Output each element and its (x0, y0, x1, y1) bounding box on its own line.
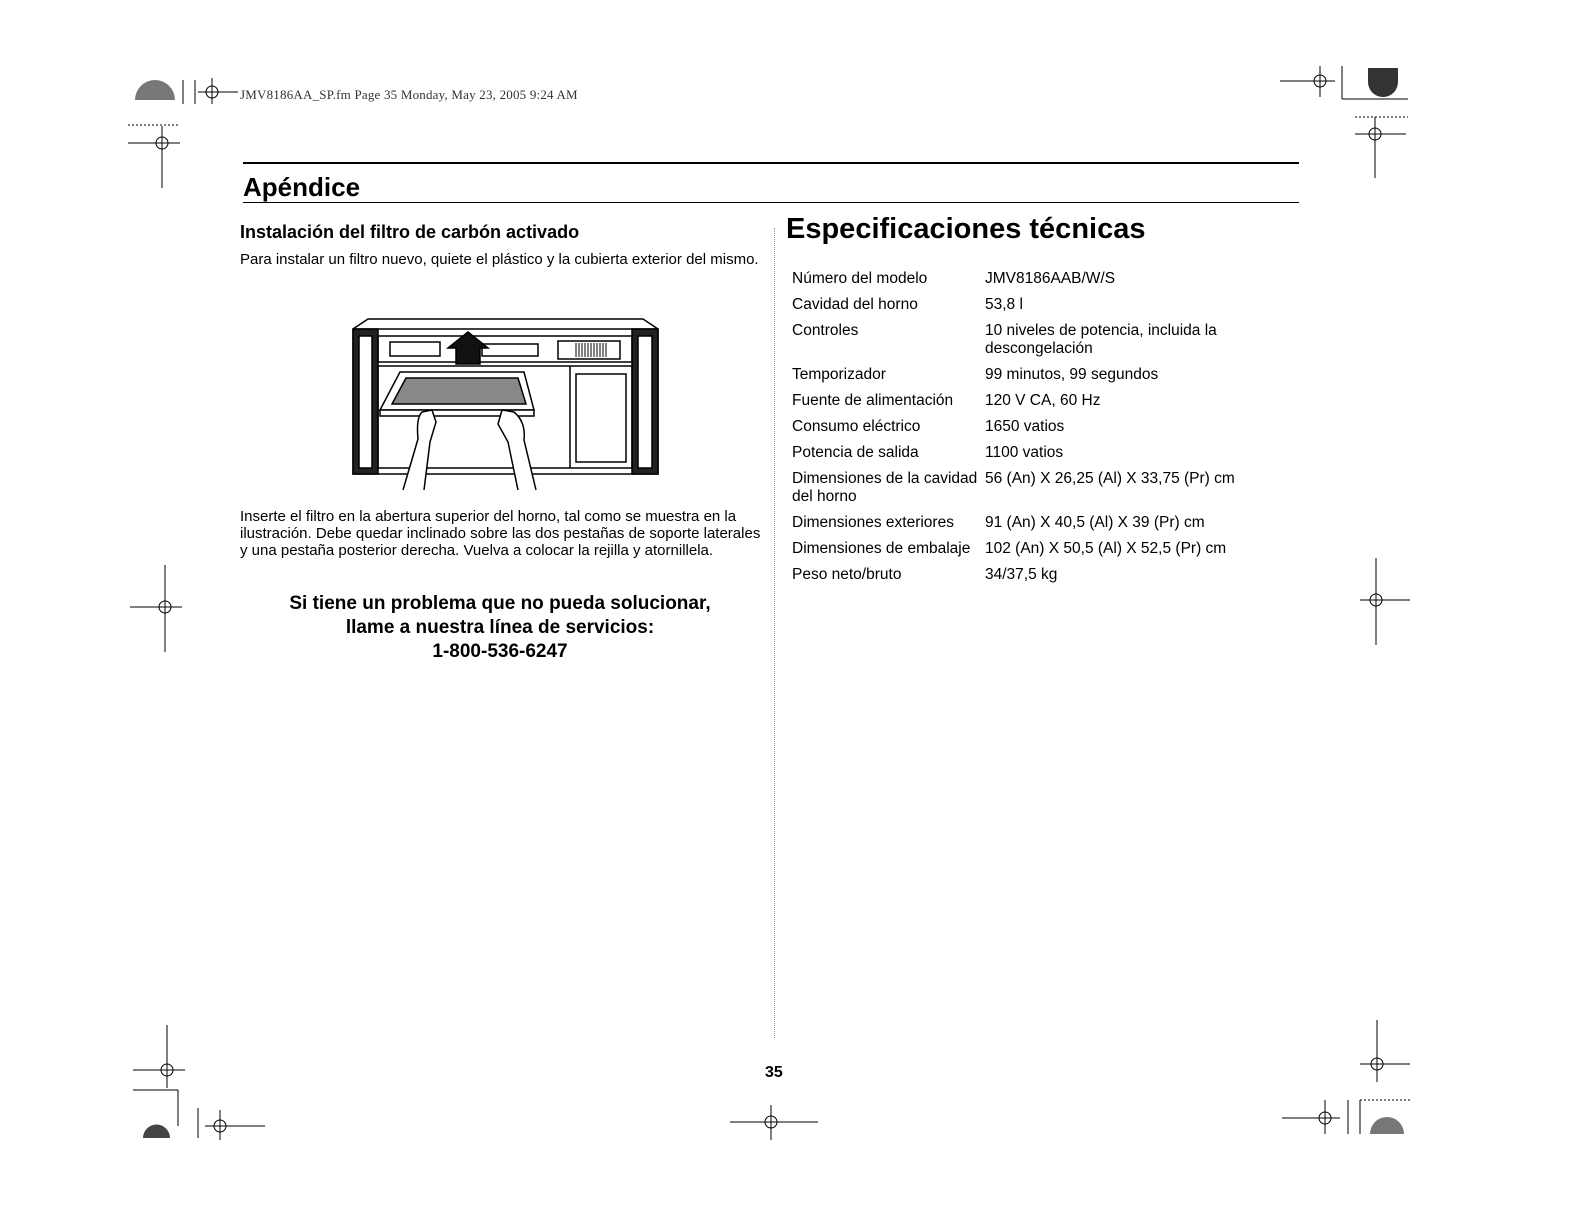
registration-mark-icon (1360, 1020, 1410, 1082)
service-notice (240, 592, 760, 664)
table-row (792, 566, 1312, 592)
registration-mark-icon (128, 126, 180, 188)
instructions-paragraph: Inserte el filtro en la abertura superior del horno, tal como se muestra en la ilustración. Debe quedar inclinado sobre las dos pestañas de soporte laterales y una pestaña posterior derecha. Vuelva a colocar la rejilla y atornillela. (240, 508, 761, 559)
table-row (792, 296, 1312, 322)
registration-mark-icon (198, 78, 238, 104)
spec-label: Fuente de alimentación (792, 392, 954, 409)
registration-mark-icon (205, 1110, 265, 1140)
table-row (792, 322, 1312, 366)
section-title: Apéndice (243, 172, 361, 202)
spec-label: Cavidad del horno (792, 296, 918, 313)
specs-table (792, 270, 1312, 592)
registration-mark-icon (130, 565, 182, 652)
page-number: 35 (765, 1064, 783, 1081)
spec-label: Consumo eléctrico (792, 418, 921, 435)
filter-installation-illustration (348, 314, 664, 490)
spec-value: 10 niveles de potencia, incluida la descongelación (985, 322, 1217, 357)
table-row (792, 514, 1312, 540)
registration-mark-icon (133, 1025, 185, 1088)
intro-paragraph: Para instalar un filtro nuevo, quiete el plástico y la cubierta exterior del mismo. (240, 251, 759, 268)
spec-value: 1650 vatios (985, 418, 1065, 435)
spec-value: 91 (An) X 40,5 (Al) X 39 (Pr) cm (985, 514, 1205, 531)
table-row (792, 470, 1312, 514)
specs-title: Especificaciones técnicas (786, 213, 1146, 245)
service-line-2: llame a nuestra línea de servicios: (345, 617, 655, 638)
spec-value: 99 minutos, 99 segundos (985, 366, 1159, 383)
table-row (792, 418, 1312, 444)
table-row (792, 392, 1312, 418)
spec-value: 1100 vatios (985, 444, 1064, 461)
spec-label: Temporizador (792, 366, 886, 383)
registration-mark-icon (1360, 558, 1410, 645)
table-row (792, 366, 1312, 392)
service-phone: 1-800-536-6247 (432, 641, 568, 662)
title-rule (243, 202, 1299, 203)
top-rule (243, 162, 1299, 164)
registration-mark-icon (1280, 66, 1335, 97)
spec-label: Peso neto/bruto (792, 566, 902, 583)
spec-value: 34/37,5 kg (985, 566, 1058, 583)
table-row (792, 444, 1312, 470)
spec-value: 102 (An) X 50,5 (Al) X 52,5 (Pr) cm (985, 540, 1227, 557)
spec-label: Dimensiones de embalaje (792, 540, 971, 557)
spec-label: Número del modelo (792, 270, 928, 287)
spec-value: 56 (An) X 26,25 (Al) X 33,75 (Pr) cm (985, 470, 1235, 487)
spec-value: JMV8186AAB/W/S (985, 270, 1116, 287)
registration-mark-icon (730, 1105, 818, 1140)
column-divider (774, 228, 775, 1038)
filter-install-heading: Instalación del filtro de carbón activado (240, 222, 580, 242)
print-header: JMV8186AA_SP.fm Page 35 Monday, May 23, 2005 9:24 AM (240, 87, 578, 102)
spec-value: 120 V CA, 60 Hz (985, 392, 1101, 409)
table-row (792, 540, 1312, 566)
spec-label: Potencia de salida (792, 444, 919, 461)
spec-label: Dimensiones exteriores (792, 514, 954, 531)
service-line-1: Si tiene un problema que no pueda solucionar, (289, 593, 711, 614)
spec-value: 53,8 l (985, 296, 1023, 313)
table-row (792, 270, 1312, 296)
registration-mark-icon (1282, 1100, 1340, 1134)
spec-label: Dimensiones de la cavidad del horno (792, 470, 978, 505)
spec-label: Controles (792, 322, 859, 339)
registration-mark-icon (1355, 117, 1406, 178)
